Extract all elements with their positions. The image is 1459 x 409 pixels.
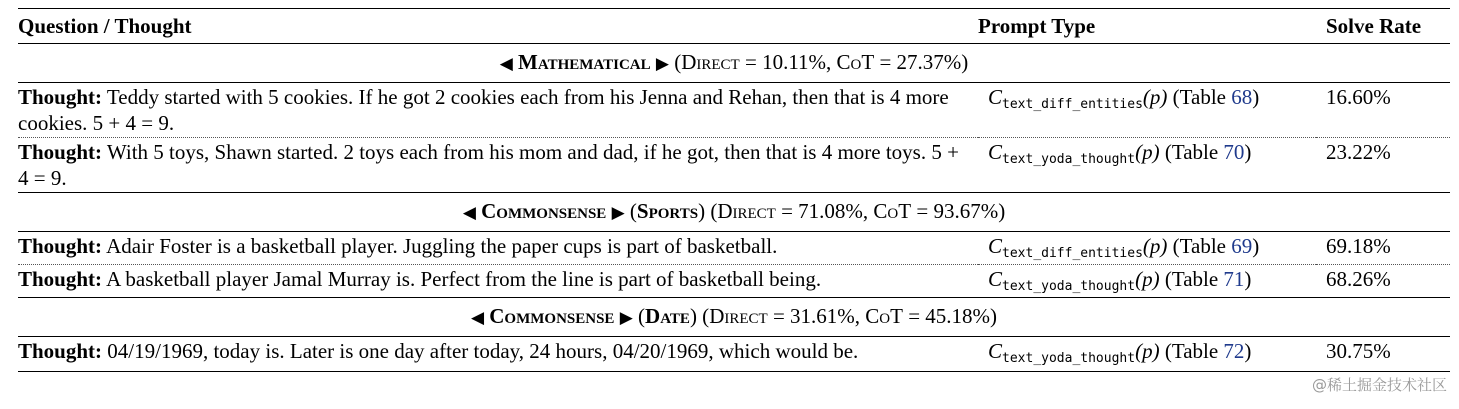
prompt-type-cell: Ctext_yoda_thought(p) (Table 71) [988, 267, 1252, 294]
solve-rate-cell: 23.22% [1326, 140, 1391, 164]
right-triangle-icon: ▶ [655, 54, 669, 73]
table-ref-link[interactable]: 68 [1231, 85, 1253, 109]
direct-label: Direct [681, 50, 740, 74]
prompt-c: C [988, 234, 1003, 258]
header-question: Question / Thought [18, 14, 192, 38]
thought-lead: Thought: [18, 85, 103, 109]
section-header-row [18, 298, 1450, 337]
prompt-c: C [988, 85, 1003, 109]
prompt-c: C [988, 339, 1003, 363]
table-label: Table [1171, 339, 1219, 363]
thought-cell [18, 337, 978, 372]
section-title: Mathematical [518, 50, 651, 74]
table-ref-link[interactable]: 69 [1231, 234, 1253, 258]
cot-label: CoT [836, 50, 875, 74]
results-table [18, 8, 1450, 372]
header-solve-rate: Solve Rate [1326, 14, 1422, 38]
header-prompt-type: Prompt Type [978, 14, 1096, 38]
section-header-row [18, 44, 1450, 83]
prompt-arg: (p) [1142, 85, 1168, 109]
watermark: @稀土掘金技术社区 [1311, 376, 1447, 394]
table-ref-link[interactable]: 72 [1223, 339, 1245, 363]
thought-text: With 5 toys, Shawn started. 2 toys each from his mom and dad, if he got, then that is 4 more toys. 5 + 4 = 9. [18, 140, 959, 190]
prompt-subscript: text_diff_entities [1002, 246, 1143, 261]
thought-cell [18, 265, 978, 298]
cot-value: 45.18% [925, 304, 991, 328]
left-triangle-icon: ◀ [470, 308, 485, 327]
table-label: Table [1179, 234, 1226, 258]
table-label: Table [1179, 85, 1226, 109]
table-label: Table [1171, 267, 1219, 291]
thought-lead: Thought: [18, 140, 103, 164]
prompt-type-cell: Ctext_diff_entities(p) (Table 69) [978, 232, 1316, 265]
thought-lead: Thought: [18, 339, 103, 363]
table-row [18, 83, 1450, 138]
section-title: Commonsense [481, 199, 607, 223]
table-label: Table [1171, 140, 1219, 164]
solve-rate-cell: 30.75% [1316, 337, 1450, 372]
prompt-type-cell: Ctext_diff_entities(p) (Table 68) [978, 83, 1316, 138]
prompt-c: C [988, 140, 1003, 164]
table-row [18, 232, 1450, 265]
prompt-subscript: text_yoda_thought [1002, 279, 1136, 294]
direct-value: 31.61% [790, 304, 855, 328]
table-ref-link[interactable]: 71 [1223, 267, 1245, 291]
prompt-arg: (p) [1135, 267, 1160, 291]
section-title: Commonsense [489, 304, 615, 328]
cot-label: CoT [873, 199, 912, 223]
thought-text: 04/19/1969, today is. Later is one day after today, 24 hours, 04/20/1969, which would be. [107, 339, 859, 363]
table-row [18, 265, 1450, 298]
solve-rate-cell: 68.26% [1326, 267, 1391, 291]
cot-value: 93.67% [933, 199, 999, 223]
prompt-subscript: text_yoda_thought [1002, 152, 1136, 167]
thought-text: A basketball player Jamal Murray is. Perfect from the line is part of basketball being. [106, 267, 822, 291]
section-header: ◀ Mathematical ▶ (Direct = 10.11%, CoT = 27.37%) [18, 44, 1450, 83]
thought-lead: Thought: [18, 267, 103, 291]
prompt-arg: (p) [1135, 140, 1160, 164]
direct-label: Direct [709, 304, 768, 328]
table-row [18, 337, 1450, 372]
prompt-type-cell: Ctext_yoda_thought(p) (Table 70) [988, 140, 1252, 167]
thought-text: Adair Foster is a basketball player. Juggling the paper cups is part of basketball. [106, 234, 778, 258]
left-triangle-icon: ◀ [499, 54, 513, 73]
direct-label: Direct [717, 199, 776, 223]
thought-lead: Thought: [18, 234, 103, 258]
thought-cell [18, 232, 978, 265]
solve-rate-cell: 69.18% [1316, 232, 1450, 265]
prompt-subscript: text_diff_entities [1002, 97, 1143, 112]
header-row [18, 9, 1450, 44]
table-ref-link[interactable]: 70 [1223, 140, 1245, 164]
thought-text: Teddy started with 5 cookies. If he got 2 cookies each from his Jenna and Rehan, then that is 4 more cookies. 5 + 4 = 9. [18, 85, 949, 135]
section-subtitle: Date [645, 304, 690, 328]
left-triangle-icon: ◀ [462, 203, 476, 222]
table-body [18, 44, 1450, 372]
cot-value: 27.37% [896, 50, 962, 74]
section-header: ◀ Commonsense ▶ (Date) (Direct = 31.61%, CoT = 45.18%) [18, 298, 1450, 337]
section-subtitle: Sports [636, 199, 699, 223]
cot-label: CoT [865, 304, 903, 328]
section-header-row [18, 193, 1450, 232]
right-triangle-icon: ▶ [611, 203, 625, 222]
prompt-type-cell: Ctext_yoda_thought(p) (Table 72) [978, 337, 1316, 372]
prompt-arg: (p) [1142, 234, 1168, 258]
direct-value: 10.11% [762, 50, 827, 74]
solve-rate-cell: 16.60% [1316, 83, 1450, 138]
thought-cell [18, 83, 978, 138]
prompt-arg: (p) [1135, 339, 1160, 363]
prompt-c: C [988, 267, 1003, 291]
results-table-container [18, 8, 1450, 372]
section-header: ◀ Commonsense ▶ (Sports) (Direct = 71.08%, CoT = 93.67%) [18, 193, 1450, 232]
thought-cell [18, 138, 978, 193]
prompt-subscript: text_yoda_thought [1002, 351, 1136, 366]
right-triangle-icon: ▶ [619, 308, 633, 327]
table-row [18, 138, 1450, 193]
direct-value: 71.08% [798, 199, 863, 223]
